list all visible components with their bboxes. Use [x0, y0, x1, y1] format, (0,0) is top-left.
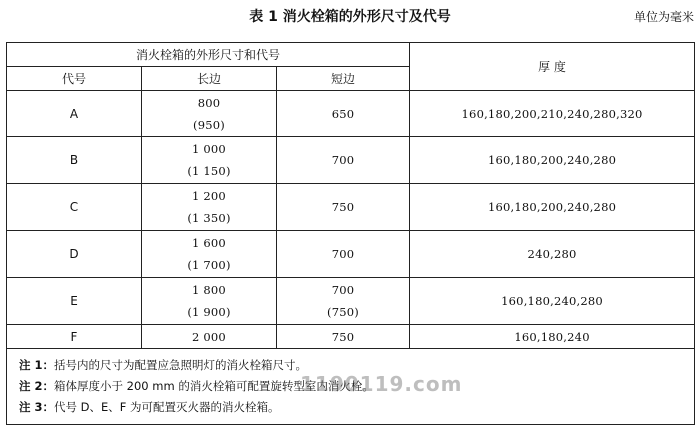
long-side-value: 800 [197, 95, 221, 110]
row-thickness: 160,180,240,280 [410, 278, 695, 325]
row-long-side [142, 278, 277, 325]
short-side-value: 750 [331, 200, 355, 214]
note-3: 注 3：代号 D、E、F 为可配置灭火器的消火栓箱。 [19, 400, 280, 414]
long-side-value: 1 000 [192, 142, 226, 156]
table-row [7, 184, 695, 231]
short-side-value: 700 [331, 283, 355, 297]
dimension-table [6, 42, 695, 425]
thickness-header: 厚 度 [410, 43, 695, 91]
short-side-header: 短边 [277, 67, 410, 91]
long-side-value: (1 350) [187, 211, 231, 225]
row-thickness: 160,180,200,240,280 [410, 184, 695, 231]
row-short-side [277, 278, 410, 325]
long-side-value: 1 600 [192, 236, 226, 250]
long-side-value: (950) [193, 117, 225, 132]
row-short-side [277, 137, 410, 184]
row-long-side [142, 91, 277, 137]
row-thickness: 160,180,240 [410, 325, 695, 349]
long-side-value: (1 900) [187, 305, 231, 319]
short-side-value: 700 [331, 153, 355, 167]
row-code: A [7, 91, 142, 137]
table-row [7, 91, 695, 137]
row-code: C [7, 184, 142, 231]
short-side-value: 750 [331, 329, 355, 344]
table-row [7, 325, 695, 349]
row-code: F [7, 325, 142, 349]
row-code: E [7, 278, 142, 325]
table-body [7, 91, 695, 349]
row-long-side [142, 325, 277, 349]
row-code: B [7, 137, 142, 184]
table-caption [0, 4, 700, 26]
code-header: 代号 [7, 67, 142, 91]
table-row [7, 137, 695, 184]
unit-label: 单位为毫米 [633, 10, 694, 24]
row-thickness: 160,180,200,240,280 [410, 137, 695, 184]
short-side-value: (750) [327, 305, 359, 319]
row-short-side [277, 325, 410, 349]
short-side-value: 650 [331, 106, 355, 121]
row-short-side [277, 231, 410, 278]
table-row [7, 278, 695, 325]
row-long-side [142, 231, 277, 278]
table-title: 表 1 消火栓箱的外形尺寸及代号 [249, 9, 451, 25]
long-side-value: (1 700) [187, 258, 231, 272]
watermark: 1190119.com [300, 372, 463, 396]
row-thickness: 160,180,200,210,240,280,320 [410, 91, 695, 137]
long-side-value: (1 150) [187, 164, 231, 178]
row-short-side [277, 184, 410, 231]
short-side-value: 700 [331, 247, 355, 261]
row-short-side [277, 91, 410, 137]
long-side-header: 长边 [142, 67, 277, 91]
note-1: 注 1：括号内的尺寸为配置应急照明灯的消火栓箱尺寸。 [19, 358, 308, 372]
row-long-side [142, 184, 277, 231]
long-side-value: 1 800 [192, 283, 226, 297]
long-side-value: 2 000 [192, 329, 226, 344]
row-thickness: 240,280 [410, 231, 695, 278]
long-side-value: 1 200 [192, 189, 226, 203]
table-row [7, 231, 695, 278]
group-header: 消火栓箱的外形尺寸和代号 [7, 43, 410, 67]
note-2: 注 2：箱体厚度小于 200 mm 的消火栓箱可配置旋转型室内消火栓。 [19, 379, 374, 393]
row-long-side [142, 137, 277, 184]
row-code: D [7, 231, 142, 278]
